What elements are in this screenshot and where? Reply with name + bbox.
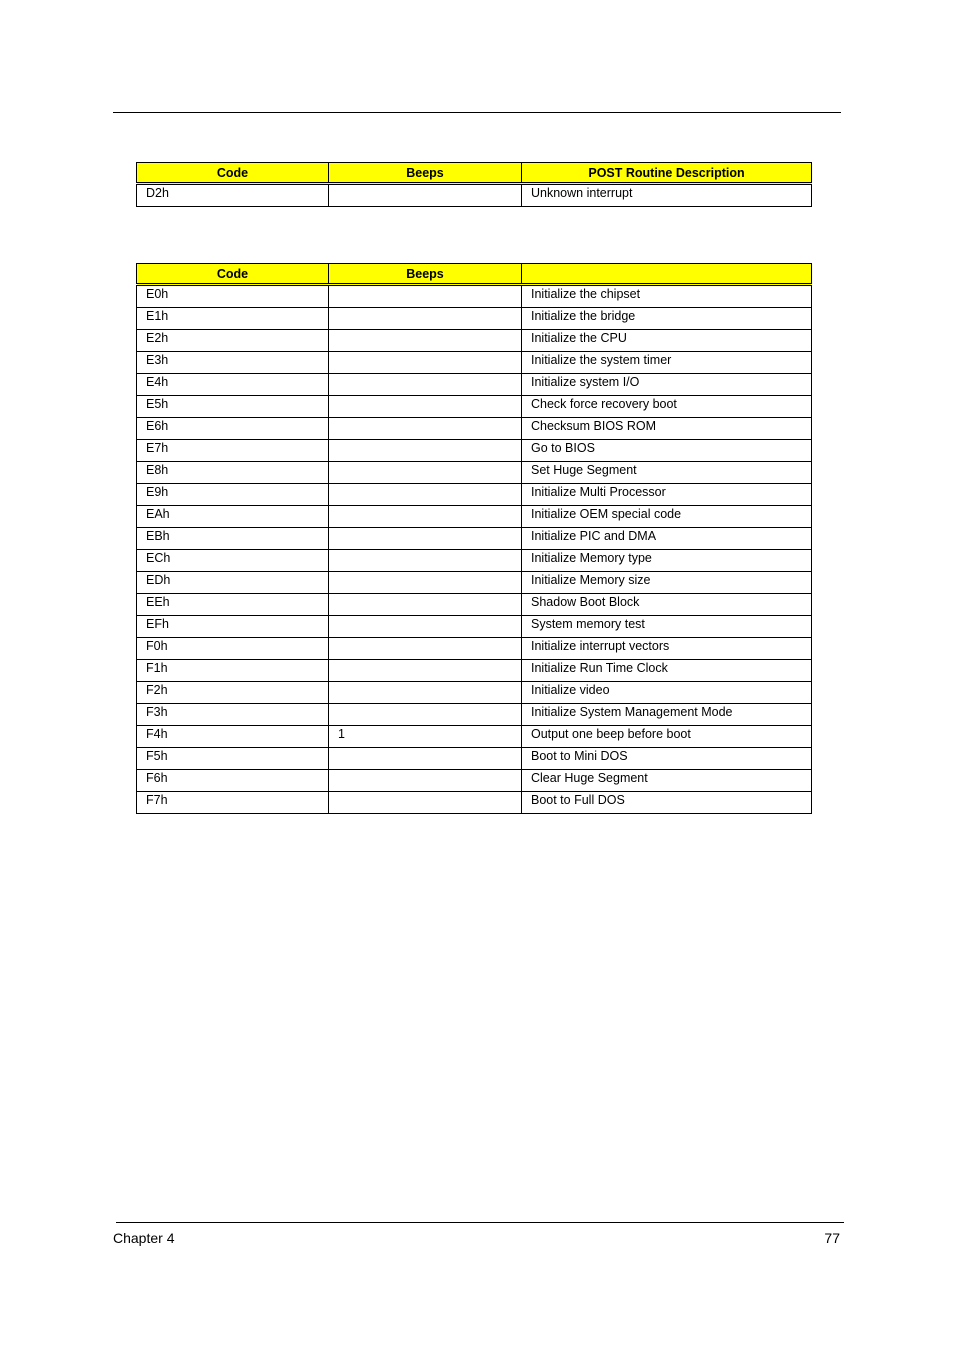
table-row: [137, 572, 812, 594]
column-header-code: Code: [137, 264, 329, 285]
table-header-row: [137, 163, 812, 184]
cell-description: Initialize interrupt vectors: [522, 638, 812, 660]
cell-code: E5h: [137, 396, 329, 418]
table-row: [137, 396, 812, 418]
cell-code: F3h: [137, 704, 329, 726]
cell-beeps: [329, 374, 522, 396]
table-row: [137, 616, 812, 638]
cell-beeps: [329, 704, 522, 726]
cell-code: E9h: [137, 484, 329, 506]
cell-description: Clear Huge Segment: [522, 770, 812, 792]
cell-description: Initialize PIC and DMA: [522, 528, 812, 550]
table-row: [137, 484, 812, 506]
cell-code: F5h: [137, 748, 329, 770]
table-row: [137, 704, 812, 726]
cell-code: F2h: [137, 682, 329, 704]
footer-chapter-label: Chapter 4: [113, 1230, 175, 1246]
cell-code: EFh: [137, 616, 329, 638]
table-row: [137, 330, 812, 352]
table-row: [137, 748, 812, 770]
cell-beeps: [329, 352, 522, 374]
table-row: [137, 660, 812, 682]
cell-code: F6h: [137, 770, 329, 792]
cell-description: Unknown interrupt: [522, 184, 812, 207]
cell-description: System memory test: [522, 616, 812, 638]
cell-beeps: [329, 770, 522, 792]
cell-beeps: [329, 616, 522, 638]
bottom-divider: [116, 1222, 844, 1223]
cell-description: Go to BIOS: [522, 440, 812, 462]
table-row: [137, 594, 812, 616]
cell-beeps: [329, 528, 522, 550]
table-header-row: [137, 264, 812, 285]
table-row: [137, 550, 812, 572]
column-header-beeps: Beeps: [329, 163, 522, 184]
column-header-description: [522, 264, 812, 285]
post-code-table-2: [136, 263, 812, 814]
cell-beeps: [329, 594, 522, 616]
table-row: [137, 352, 812, 374]
cell-beeps: [329, 638, 522, 660]
cell-beeps: [329, 440, 522, 462]
table-row: [137, 506, 812, 528]
post-code-table-1: [136, 162, 812, 207]
cell-beeps: [329, 418, 522, 440]
column-header-description: POST Routine Description: [522, 163, 812, 184]
table-row: [137, 285, 812, 308]
footer-page-number: 77: [824, 1230, 840, 1246]
table-row: [137, 374, 812, 396]
cell-code: F4h: [137, 726, 329, 748]
cell-code: E1h: [137, 308, 329, 330]
cell-code: ECh: [137, 550, 329, 572]
cell-description: Initialize System Management Mode: [522, 704, 812, 726]
table-row: [137, 418, 812, 440]
table-row: [137, 308, 812, 330]
cell-description: Shadow Boot Block: [522, 594, 812, 616]
cell-description: Initialize Multi Processor: [522, 484, 812, 506]
cell-code: EAh: [137, 506, 329, 528]
cell-description: Set Huge Segment: [522, 462, 812, 484]
cell-description: Initialize Memory type: [522, 550, 812, 572]
cell-beeps: [329, 506, 522, 528]
cell-code: EEh: [137, 594, 329, 616]
cell-code: F1h: [137, 660, 329, 682]
cell-description: Initialize video: [522, 682, 812, 704]
cell-beeps: [329, 682, 522, 704]
cell-beeps: [329, 308, 522, 330]
cell-beeps: [329, 396, 522, 418]
column-header-code: Code: [137, 163, 329, 184]
table-row: [137, 682, 812, 704]
cell-description: Check force recovery boot: [522, 396, 812, 418]
cell-code: EDh: [137, 572, 329, 594]
cell-description: Initialize OEM special code: [522, 506, 812, 528]
cell-beeps: [329, 748, 522, 770]
cell-beeps: [329, 330, 522, 352]
table-row: [137, 528, 812, 550]
table-row: [137, 792, 812, 814]
cell-description: Initialize the system timer: [522, 352, 812, 374]
cell-description: Initialize Memory size: [522, 572, 812, 594]
table-row: [137, 184, 812, 207]
cell-code: E3h: [137, 352, 329, 374]
cell-beeps: [329, 572, 522, 594]
cell-beeps: [329, 484, 522, 506]
cell-description: Initialize the chipset: [522, 285, 812, 308]
table-row: [137, 726, 812, 748]
cell-beeps: [329, 462, 522, 484]
cell-beeps: [329, 792, 522, 814]
cell-description: Output one beep before boot: [522, 726, 812, 748]
cell-code: E7h: [137, 440, 329, 462]
cell-code: F0h: [137, 638, 329, 660]
table-row: [137, 462, 812, 484]
cell-beeps: [329, 184, 522, 207]
cell-description: Initialize the bridge: [522, 308, 812, 330]
cell-description: Checksum BIOS ROM: [522, 418, 812, 440]
column-header-beeps: Beeps: [329, 264, 522, 285]
cell-description: Initialize Run Time Clock: [522, 660, 812, 682]
cell-code: E8h: [137, 462, 329, 484]
cell-beeps: 1: [329, 726, 522, 748]
cell-code: E4h: [137, 374, 329, 396]
cell-code: EBh: [137, 528, 329, 550]
top-divider: [113, 112, 841, 113]
cell-description: Boot to Mini DOS: [522, 748, 812, 770]
table-row: [137, 770, 812, 792]
cell-beeps: [329, 285, 522, 308]
cell-description: Initialize the CPU: [522, 330, 812, 352]
table-row: [137, 440, 812, 462]
cell-code: E6h: [137, 418, 329, 440]
cell-code: D2h: [137, 184, 329, 207]
table-row: [137, 638, 812, 660]
cell-code: F7h: [137, 792, 329, 814]
cell-description: Initialize system I/O: [522, 374, 812, 396]
cell-beeps: [329, 550, 522, 572]
cell-beeps: [329, 660, 522, 682]
cell-code: E2h: [137, 330, 329, 352]
cell-code: E0h: [137, 285, 329, 308]
cell-description: Boot to Full DOS: [522, 792, 812, 814]
